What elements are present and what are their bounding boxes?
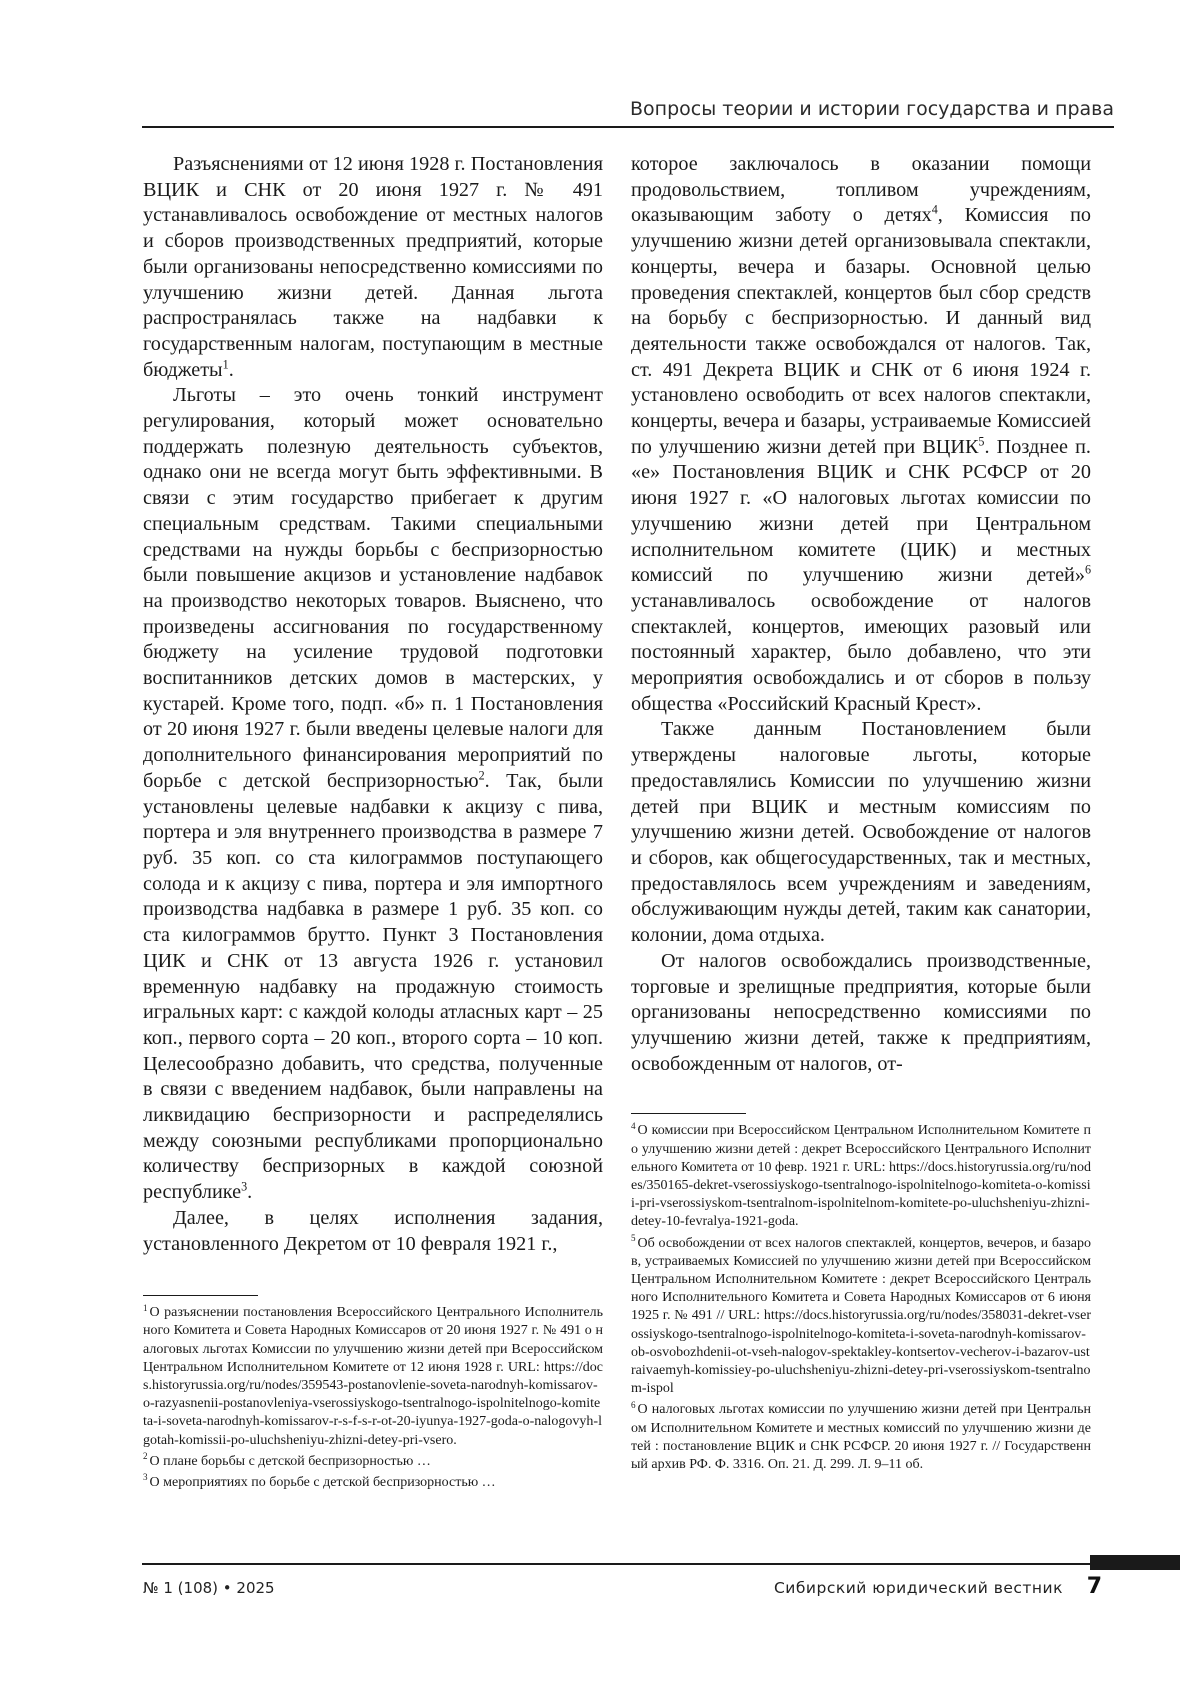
left-column xyxy=(143,152,603,1495)
footnote xyxy=(143,1474,603,1492)
right-column xyxy=(631,152,1091,1477)
paragraph xyxy=(631,717,1091,948)
footnote-text: О плане борьбы с детской беспризорностью … xyxy=(149,1453,431,1469)
right-body-text xyxy=(631,152,1091,1077)
paragraph-text: устанавливалось освобождение от налогов спектаклей, концертов, имеющих разовый или постоянный характер, было добавлено, что эти мероприятия освобождались и от сборов в пользу общества «Российский Красный Крест». xyxy=(631,589,1091,715)
footnote xyxy=(143,1453,603,1471)
issue-number: № 1 (108) • 2025 xyxy=(143,1579,275,1597)
paragraph-text: . Позднее п. «е» Постановления ВЦИК и СНК РСФСР от 20 июня 1927 г. «О налоговых льготах комиссии по улучшению жизни детей при Центральном исполнительном комитете (ЦИК) и местных комиссий по улучшению жизни детей» xyxy=(631,435,1091,587)
footnote-ref: 2 xyxy=(478,768,485,783)
paragraph-text: . xyxy=(228,358,234,381)
paragraph-text: Льготы – это очень тонкий инструмент регулирования, который может основательно поддержать полезную деятельность субъектов, однако они не всегда могут быть эффективными. В связи с этим государство прибегает к другим специальным средствам. Такими специальными средствами на нужды борьбы с беспризорностью были повышение акцизов и установление надбавок на производство некоторых товаров. Выяснено, что произведены ассигнования по государственному бюджету на усиление трудовой подготовки воспитанников детских домов в мастерских, у кустарей. Кроме того, подп. «б» п. 1 Постановления от 20 июня 1927 г. были введены целевые налоги для дополнительного финансирования мероприятий по борьбе с детской беспризорностью xyxy=(143,384,603,792)
paragraph xyxy=(143,152,603,383)
paragraph-text: . Так, были установлены целевые надбавки к акцизу с пива, портера и эля внутреннего производства в размере 7 руб. 35 коп. со ста килограммов поступающего солода и к акцизу с пива, портера и эля импортного производства надбавка в размере 1 руб. 35 коп. со ста килограммов брутто. Пункт 3 Постановления ЦИК и СНК от 13 августа 1926 г. установил временную надбавку на продажную стоимость игральных карт: с каждой колоды атласных карт – 25 коп., первого сорта – 20 коп., второго сорта – 10 коп. Целесообразно добавить, что средства, полученные в связи с введением надбавок, были направлены на ликвидацию беспризорности и распределялись между союзными республиками пропорционально количеству беспризорных в каждой союзной республике xyxy=(143,769,603,1204)
footnote-number: 5 xyxy=(631,1232,636,1243)
footnote-ref: 3 xyxy=(241,1179,248,1194)
footnote xyxy=(631,1232,1091,1399)
footnote-text: О разъяснении постановления Всероссийского Центрального Исполнительного Комитета и Совета Народных Комиссаров от 20 июня 1927 г. № 491 о налоговых льготах Комиссии по улучшению жизни детей при Всероссийском Центральном Исполнительном Комитете от 12 июня 1928 г. URL: https://docs.historyrussia.org/ru/nodes/359543-postanovlenie-soveta-narodnyh-komissarov-o-razyasnenii-postanovleniya-vserossiyskogo-tsentralnogo-ispolnitelnogo-komiteta-i-soveta-narodnyh-komissarov-r-s-f-s-r-ot-20-iyunya-1927-goda-o-nalogovyh-lgotah-komissii-po-uluchsheniyu-zhizni-detey-pri-vsero. xyxy=(143,1305,603,1448)
footer-bar xyxy=(1090,1555,1180,1570)
footnote-ref: 1 xyxy=(222,356,229,371)
running-title: Вопросы теории и истории государства и права xyxy=(630,98,1114,120)
footnote-number: 4 xyxy=(631,1120,636,1131)
paragraph xyxy=(143,1206,603,1257)
footnote-text: О налоговых льготах комиссии по улучшению жизни детей при Центральном Исполнительном Комитете и местных комиссий по улучшению жизни детей : постановление ВЦИК и СНК РСФСР. 20 июня 1927 г. // Государственный архив РФ. Ф. 3316. Оп. 21. Д. 299. Л. 9–11 об. xyxy=(631,1402,1091,1472)
paragraph xyxy=(631,152,1091,717)
footnote-text: Об освобождении от всех налогов спектаклей, концертов, вечеров, и базаров, устраиваемых Комиссией по улучшению жизни детей при Всероссийском Центральном Исполнительном Комитете : декрет Всероссийского Центрального Исполнительного Комитета и Совета Народных Комиссаров от 6 июня 1925 г. № 491 // URL: https://docs.historyrussia.org/ru/nodes/358031-dekret-vserossiyskogo-tsentralnogo-ispolnitelnogo-komiteta-i-soveta-narodnyh-komissarov-ob-osvobozhdenii-ot-vseh-nalogov-spektakley-kontsertov-vecherov-i-bazarov-ustraivaemyh-komissiey-po-uluchsheniyu-zhizni-detey-pri-vserossiyskom-tsentralnom-ispol xyxy=(631,1235,1091,1397)
footnote-ref: 5 xyxy=(978,434,985,448)
paragraph xyxy=(143,383,603,1206)
footnote xyxy=(143,1304,603,1450)
footnote-divider xyxy=(143,1295,258,1296)
footnote-ref: 6 xyxy=(1084,562,1091,577)
paragraph-text: которое заключалось в оказании помощи продовольствием, топливом учреждениям, оказывающим заботу о детях xyxy=(631,153,1091,227)
footnote xyxy=(631,1401,1091,1474)
paragraph xyxy=(631,949,1091,1078)
paragraph-text: От налогов освобождались производственные, торговые и зрелищные предприятия, которые были организованы непосредственно комиссиями по улучшению жизни детей, также к предприятиям, освобожденным от налогов, от- xyxy=(631,949,1091,1075)
footer-rule xyxy=(142,1563,1114,1565)
paragraph-text: Также данным Постановлением были утверждены налоговые льготы, которые предоставлялись Комиссии по улучшению жизни детей при ВЦИК и местным комиссиям по улучшению жизни детей. Освобождение от налогов и сборов, как общегосударственных, так и местных, предоставлялось всем учреждениям и заведениям, обслуживающим нужды детей, таким как санатории, колонии, дома отдыха. xyxy=(631,718,1091,947)
footnote-divider xyxy=(631,1113,746,1114)
footnote-number: 2 xyxy=(143,1451,148,1462)
footnote-text: О мероприятиях по борьбе с детской беспризорностью … xyxy=(149,1475,496,1491)
footnotes-right xyxy=(631,1122,1091,1474)
footnote-number: 6 xyxy=(631,1399,636,1410)
journal-title: Сибирский юридический вестник xyxy=(773,1579,1063,1597)
footnote-number: 3 xyxy=(143,1472,148,1483)
footnote-ref: 4 xyxy=(931,202,938,217)
header-rule xyxy=(142,126,1114,128)
paragraph-text: Разъяснениями от 12 июня 1928 г. Постановления ВЦИК и СНК от 20 июня 1927 г. № 491 устанавливалось освобождение от местных налогов и сборов производственных предприятий, которые были организованы непосредственно комиссиями по улучшению жизни детей. Данная льгота распространялась также на надбавки к государственным налогам, поступающим в местные бюджеты xyxy=(143,153,603,381)
paragraph-text: Далее, в целях исполнения задания, установленного Декретом от 10 февраля 1921 г., xyxy=(143,1206,603,1255)
footnote-text: О комиссии при Всероссийском Центральном Исполнительном Комитете по улучшению жизни детей : декрет Всероссийского Центрального Исполнительного Комитета от 10 февр. 1921 г. URL: https://docs.historyrussia.org/ru/nodes/350165-dekret-vserossiyskogo-tsentralnogo-ispolnitelnogo-komiteta-o-komissii-pri-vserossiyskom-tsentralnom-ispolnitelnom-komitete-po-uluchsheniyu-zhizni-detey-10-fevralya-1921-goda. xyxy=(631,1123,1091,1230)
paragraph-text: . xyxy=(247,1181,253,1204)
footnotes-left xyxy=(143,1304,603,1492)
page-number: 7 xyxy=(1086,1574,1102,1599)
footnote xyxy=(631,1122,1091,1231)
footnote-number: 1 xyxy=(143,1302,148,1313)
left-body-text xyxy=(143,152,603,1257)
paragraph-text: , Комиссия по улучшению жизни детей организовывала спектакли, концерты, вечера и базары. Основной целью проведения спектаклей, концертов был сбор средств на борьбу с беспризорностью. И данный вид деятельности также освобождался от налогов. Так, ст. 491 Декрета ВЦИК и СНК от 6 июня 1924 г. установлено освободить от всех налогов спектакли, концерты, вечера и базары, устраиваемые Комиссией по улучшению жизни детей при ВЦИК xyxy=(631,204,1092,458)
